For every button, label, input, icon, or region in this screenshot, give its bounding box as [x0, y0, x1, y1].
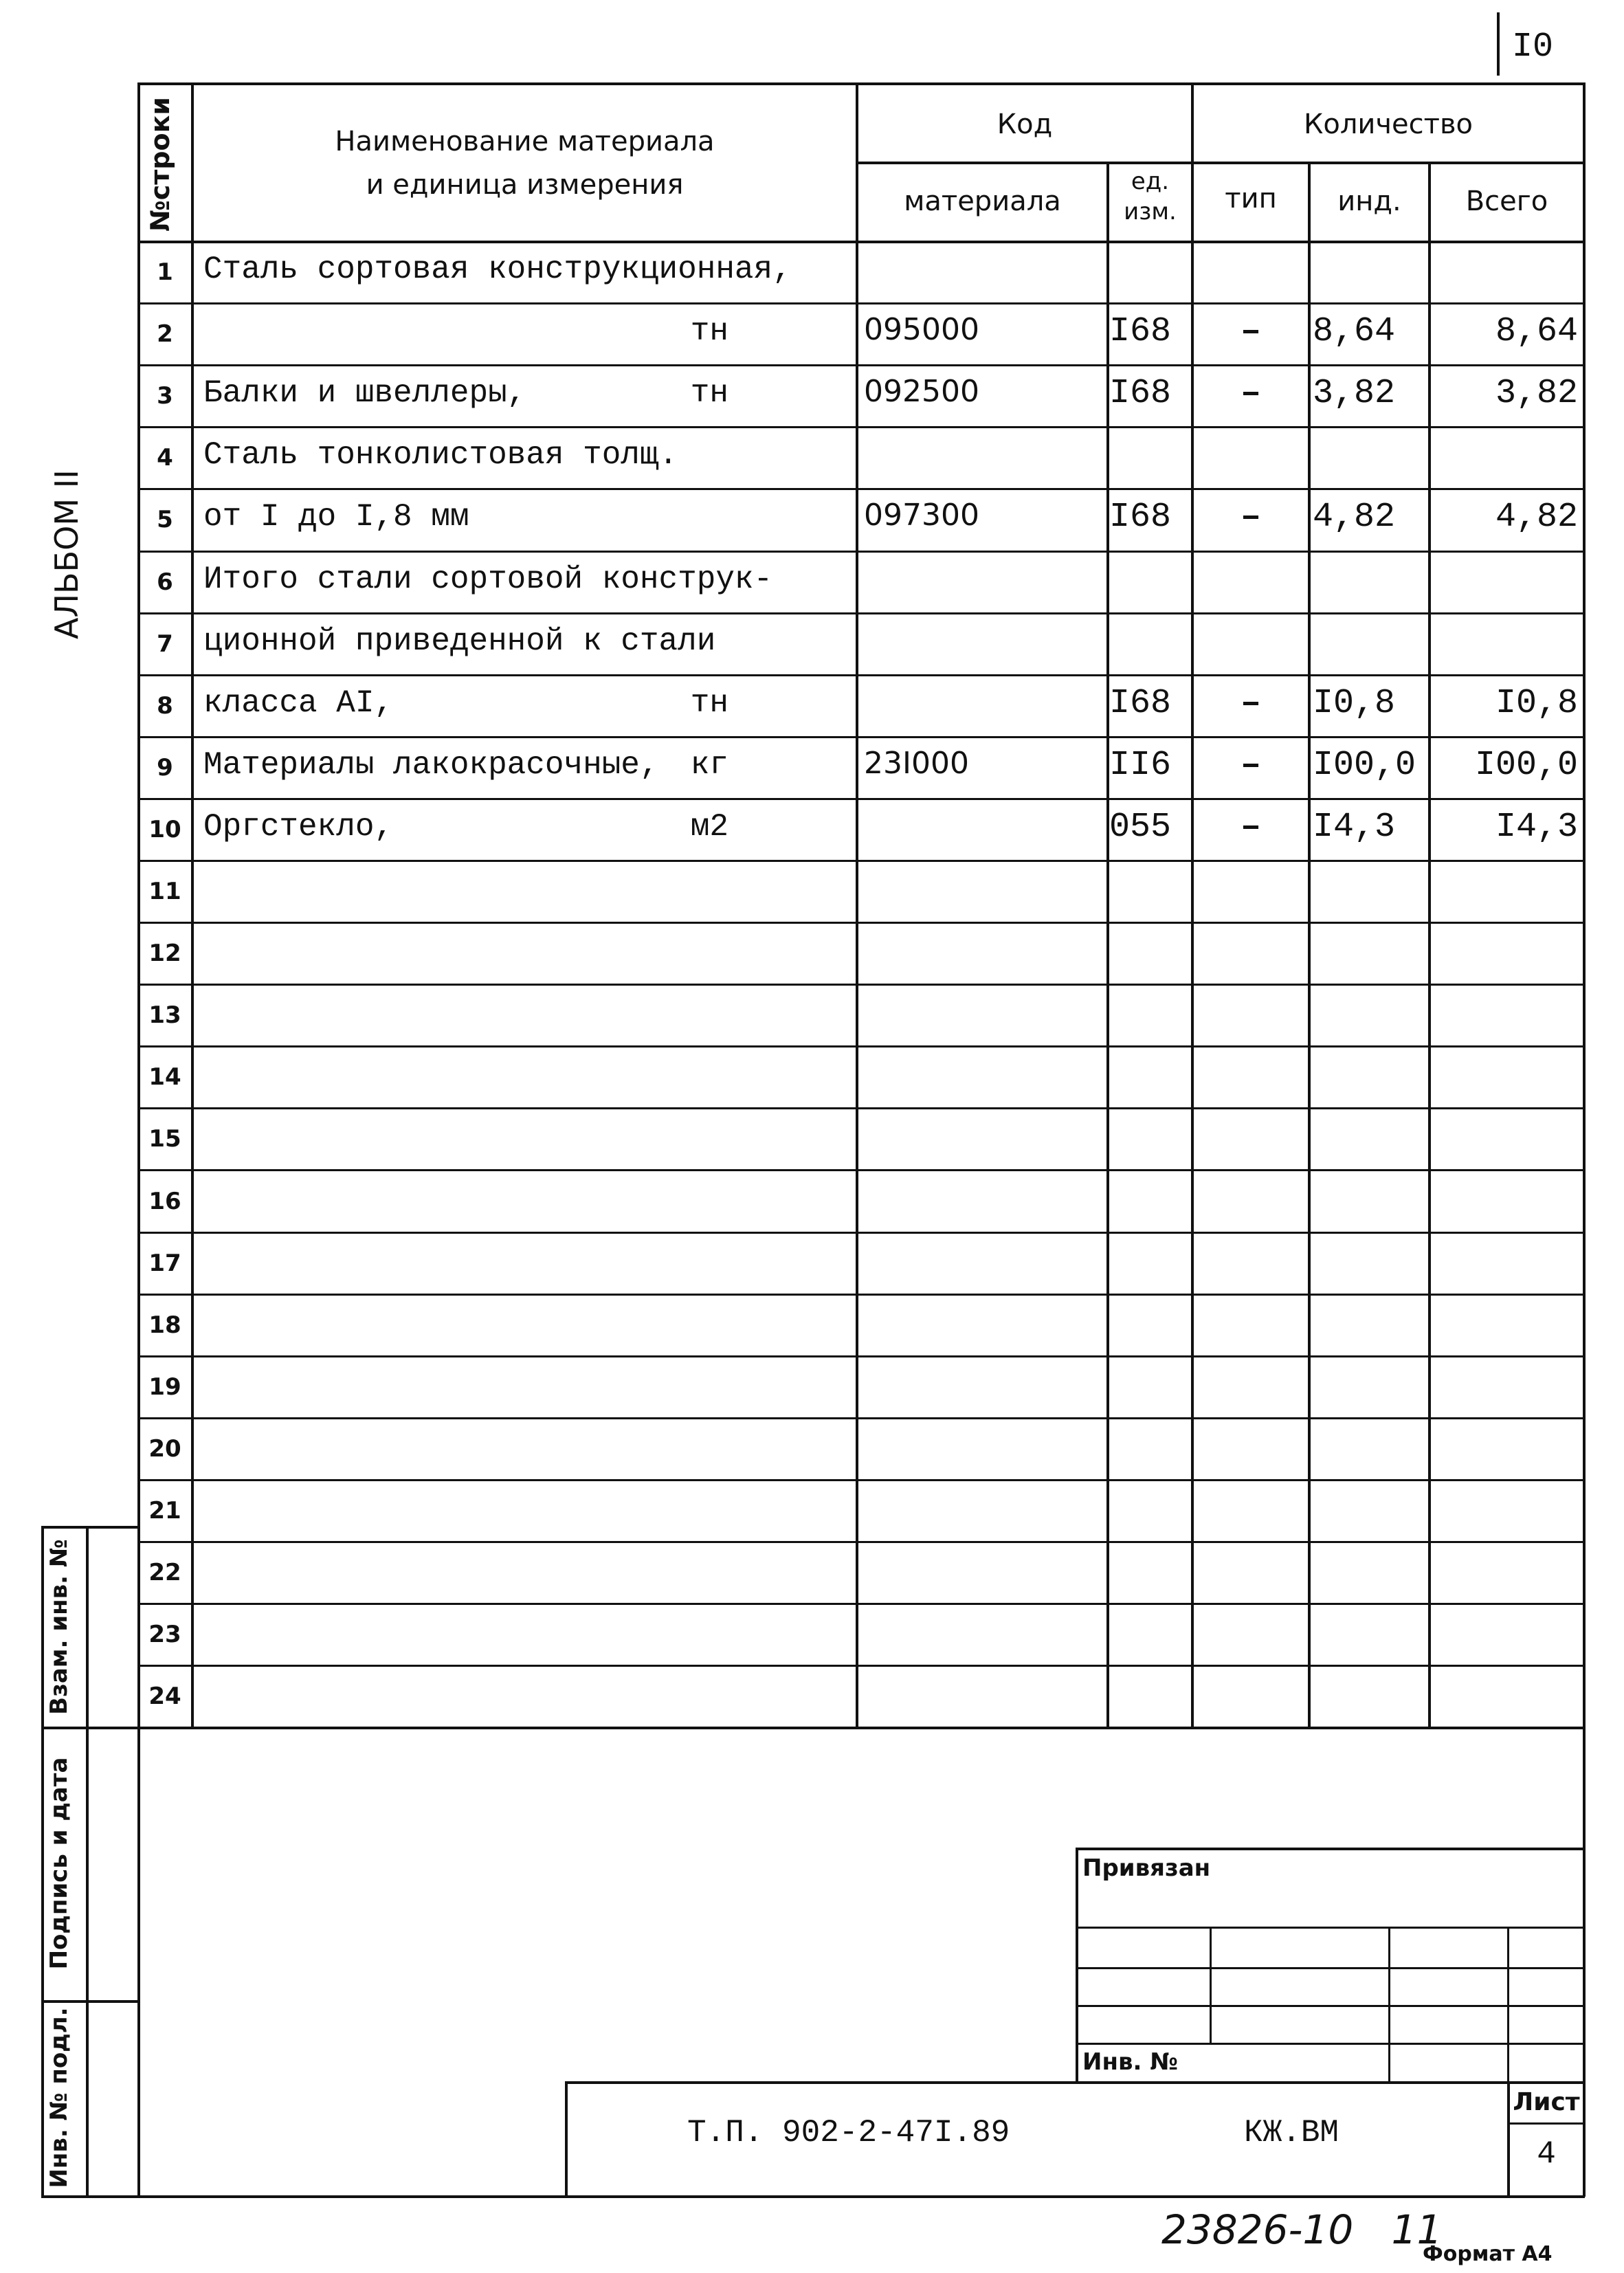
row-number: 24	[148, 1683, 181, 1710]
row-separator	[137, 1479, 1585, 1481]
row-number: 17	[148, 1250, 181, 1277]
cell-total: 4,82	[1495, 498, 1578, 537]
row-separator	[137, 1541, 1585, 1543]
row-separator	[137, 984, 1585, 986]
header-unit-line2: изм.	[1124, 198, 1177, 225]
privyazan-top	[1076, 1848, 1584, 1850]
row-separator	[137, 364, 1585, 366]
paper-format: Формат А4	[1423, 2242, 1553, 2266]
row-number: 3	[157, 382, 173, 410]
material-name: Балки и швеллеры,	[203, 375, 526, 411]
row-separator	[137, 1294, 1585, 1296]
row-separator	[137, 1417, 1585, 1419]
cell-total: 3,82	[1495, 374, 1578, 413]
row-number: 11	[148, 878, 181, 905]
inv-number-label: Инв. №	[1082, 2048, 1179, 2076]
row-number: 23	[148, 1621, 181, 1648]
row-number: 1	[157, 258, 173, 286]
cell-type: –	[1240, 684, 1261, 723]
cell-total: 8,64	[1495, 312, 1578, 351]
row-separator	[137, 612, 1585, 614]
privyazan-col1	[1210, 1927, 1212, 2043]
row-separator	[137, 860, 1585, 862]
row-number: 2	[157, 320, 173, 348]
row-separator	[137, 736, 1585, 738]
row-number: 12	[148, 940, 181, 967]
cell-ind: I00,0	[1313, 746, 1416, 785]
row-number: 21	[148, 1497, 181, 1524]
cell-unit: 055	[1109, 808, 1172, 847]
row-number: 8	[157, 692, 173, 720]
side-label-podpis: Подпись и дата	[45, 1757, 73, 1970]
document-mark: КЖ.ВМ	[1244, 2115, 1339, 2151]
measurement-unit: тн	[690, 313, 728, 349]
album-label: АЛЬБОМ II	[48, 469, 85, 639]
row-number: 6	[157, 568, 173, 596]
row-number: 15	[148, 1125, 181, 1153]
cell-unit: I68	[1109, 498, 1172, 537]
material-name: Итого стали сортовой конструк-	[203, 562, 773, 597]
row-number: 14	[148, 1063, 181, 1091]
header-total: Всего	[1465, 186, 1548, 217]
frame-top	[137, 82, 1585, 85]
side-stamp-left	[41, 1526, 44, 2197]
privyazan-col3	[1507, 1927, 1509, 2081]
row-separator	[137, 1107, 1585, 1109]
cell-type: –	[1240, 312, 1261, 351]
row-number: 18	[148, 1311, 181, 1339]
document-code: Т.П. 902-2-47I.89	[687, 2115, 1010, 2151]
header-quantity: Количество	[1303, 109, 1473, 140]
sheet-label: Лист	[1513, 2088, 1580, 2116]
measurement-unit: тн	[690, 685, 728, 721]
frame-right	[1583, 82, 1586, 2197]
handwritten-number: 23826-10 11	[1161, 2206, 1443, 2253]
row-separator	[137, 1665, 1585, 1667]
row-number: 19	[148, 1373, 181, 1401]
page-number-border	[1497, 12, 1500, 76]
row-number: 22	[148, 1559, 181, 1586]
col-type-divider	[1308, 162, 1311, 1728]
privyazan-label: Привязан	[1082, 1854, 1211, 1882]
cell-unit: II6	[1109, 746, 1172, 785]
cell-code: 092500	[864, 374, 979, 409]
row-separator	[137, 488, 1585, 490]
measurement-unit: м2	[690, 809, 728, 845]
row-number: 9	[157, 754, 173, 781]
row-separator	[137, 1355, 1585, 1357]
row-separator	[137, 674, 1585, 676]
privyazan-left	[1076, 1848, 1078, 2081]
row-separator	[137, 1045, 1585, 1047]
cell-unit: I68	[1109, 684, 1172, 723]
cell-unit: I68	[1109, 374, 1172, 413]
row-separator	[137, 1232, 1585, 1234]
material-name: ционной приведенной к стали	[203, 623, 716, 659]
header-material: материала	[904, 186, 1061, 217]
cell-ind: I0,8	[1313, 684, 1396, 723]
cell-ind: 3,82	[1313, 374, 1396, 413]
row-number: 13	[148, 1001, 181, 1029]
side-label-vzam: Взам. инв. №	[45, 1539, 73, 1715]
cell-code: 095000	[864, 312, 979, 347]
header-name-line1: Наименование материала	[335, 126, 715, 157]
sheet-number: 4	[1537, 2136, 1556, 2172]
sheet-box-divider	[1507, 2122, 1584, 2125]
material-name: Материалы лакокрасочные,	[203, 747, 659, 783]
material-name: Сталь тонколистовая толщ.	[203, 437, 678, 473]
cell-ind: 8,64	[1313, 312, 1396, 351]
row-number: 5	[157, 506, 173, 533]
row-separator	[137, 922, 1585, 924]
measurement-unit: кг	[690, 747, 728, 783]
table-bottom-line	[137, 1727, 1585, 1729]
row-number: 20	[148, 1435, 181, 1463]
material-name: Оргстекло,	[203, 809, 394, 845]
row-separator	[137, 302, 1585, 304]
header-type: тип	[1225, 183, 1277, 214]
cell-type: –	[1240, 746, 1261, 785]
row-separator	[137, 1603, 1585, 1605]
title-cell-top	[565, 2081, 1585, 2084]
cell-total: I4,3	[1495, 808, 1578, 847]
privyazan-col2	[1388, 1927, 1390, 2081]
header-ind: инд.	[1337, 186, 1401, 217]
cell-ind: I4,3	[1313, 808, 1396, 847]
cell-ind: 4,82	[1313, 498, 1396, 537]
frame-bottom	[137, 2195, 1585, 2198]
cell-unit: I68	[1109, 312, 1172, 351]
header-split-line	[856, 162, 1585, 164]
cell-total: I0,8	[1495, 684, 1578, 723]
row-number: 16	[148, 1188, 181, 1215]
measurement-unit: тн	[690, 375, 728, 411]
cell-total: I00,0	[1474, 746, 1578, 785]
row-separator	[137, 798, 1585, 800]
row-number: 10	[148, 816, 181, 843]
material-name: от I до I,8 мм	[203, 499, 469, 535]
cell-type: –	[1240, 374, 1261, 413]
header-unit-line1: ед.	[1131, 168, 1170, 195]
side-label-inv-podl: Инв. № подл.	[45, 2007, 73, 2188]
side-stamp-sep1	[41, 1727, 139, 1729]
cell-code: 23I000	[864, 746, 969, 781]
row-separator	[137, 551, 1585, 553]
page-number: I0	[1512, 27, 1554, 67]
title-cell-left	[565, 2081, 568, 2197]
row-number: 4	[157, 444, 173, 472]
cell-type: –	[1240, 808, 1261, 847]
row-separator	[137, 1169, 1585, 1171]
cell-code: 097300	[864, 498, 979, 533]
header-code: Код	[997, 109, 1053, 140]
row-separator	[137, 426, 1585, 428]
material-name: Сталь сортовая конструкционная,	[203, 252, 792, 287]
header-name-line2: и единица измерения	[366, 169, 684, 201]
side-stamp-mid	[86, 1526, 89, 2197]
row-number: 7	[157, 630, 173, 658]
material-name: класса AI,	[203, 685, 394, 721]
header-row-number: №строки	[145, 97, 175, 232]
header-bottom-line	[137, 241, 1585, 243]
cell-type: –	[1240, 498, 1261, 537]
